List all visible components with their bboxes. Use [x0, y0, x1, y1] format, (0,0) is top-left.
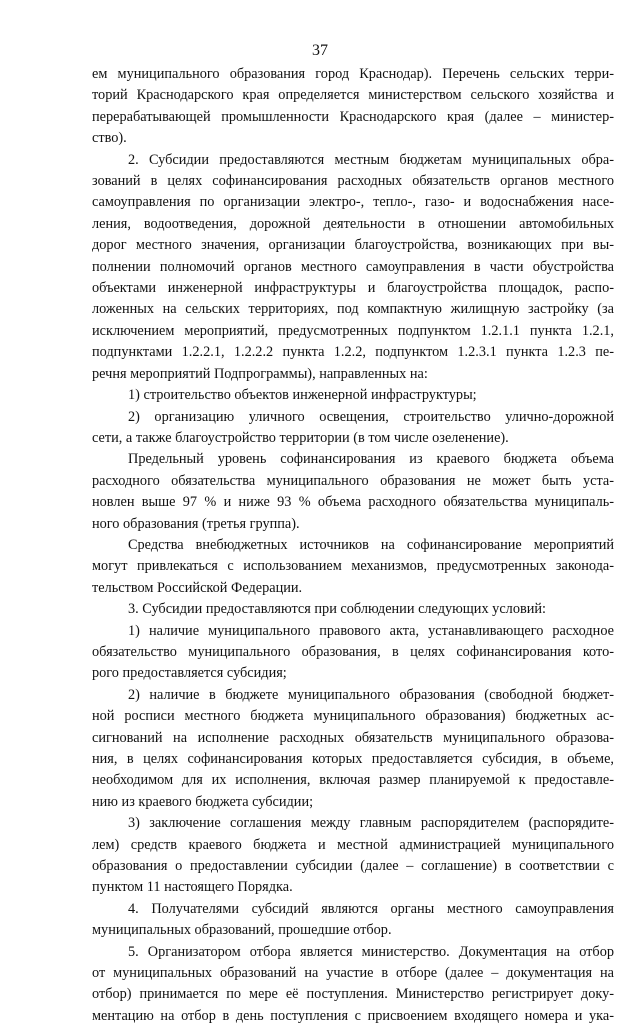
text-line: 2) наличие в бюджете муниципального образования (свободной бюджет-	[128, 686, 614, 703]
text-line: 1) наличие муниципального правового акта, устанавливающего расходное	[128, 622, 614, 639]
text-line: новлен выше 97 % и ниже 93 % объема расходного обязательства муниципаль-	[92, 494, 614, 511]
text-line: ложенных на сельских территориях, под компактную жилищную застройку (за	[92, 301, 614, 318]
text-line: ления, водоотведения, дорожной деятельности в отношении автомобильных	[92, 215, 614, 232]
text-line: необходимом для их исполнения, включая размер планируемой к предоставле-	[92, 772, 614, 789]
text-line: 1) строительство объектов инженерной инфраструктуры;	[128, 387, 477, 404]
text-line: могут привлекаться с использованием механизмов, предусмотренных законода-	[92, 558, 614, 575]
text-line: нию из краевого бюджета субсидии;	[92, 793, 314, 810]
text-line: Предельный уровень софинансирования из краевого бюджета объема	[128, 451, 614, 468]
text-line: ем муниципального образования город Краснодар). Перечень сельских терри-	[92, 66, 614, 82]
text-line: ной росписи местного бюджета муниципального образования) бюджетных ас-	[92, 708, 614, 725]
text-line: Средства внебюджетных источников на софинансирование мероприятий	[128, 536, 614, 553]
text-line: 3. Субсидии предоставляются при соблюдении следующих условий:	[128, 601, 546, 618]
text-line: обязательство муниципального образования, в целях софинансирования кото-	[92, 643, 614, 660]
text-line: ство).	[92, 130, 127, 147]
text-line: пунктом 11 настоящего Порядка.	[92, 879, 293, 896]
text-line: полнении полномочий органов местного самоуправления в части обустройства	[92, 258, 614, 275]
text-line: расходного обязательства муниципального образования не может быть уста-	[92, 472, 614, 489]
text-line: объектами инженерной инфраструктуры и благоустройства площадок, распо-	[92, 280, 614, 297]
text-line: ментацию на отбор в день поступления с присвоением входящего номера и ука-	[92, 1007, 614, 1024]
document-body	[92, 64, 614, 1027]
text-line: исключением мероприятий, предусмотренных подпунктом 1.2.1.1 пункта 1.2.1,	[92, 322, 614, 339]
text-line: 2) организацию уличного освещения, строительство улично-дорожной	[128, 408, 614, 425]
text-line: перерабатывающей промышленности Краснодарского края (далее – министер-	[92, 108, 614, 125]
text-line: сети, а также благоустройство территории (в том числе озеленение).	[92, 429, 509, 446]
text-line: зований в целях софинансирования расходных обязательств органов местного	[92, 173, 614, 190]
text-line: образования о предоставлении субсидии (далее – соглашение) в соответствии с	[92, 858, 614, 875]
text-line: муниципальных образований, прошедшие отбор.	[92, 922, 392, 939]
text-line: речня мероприятий Подпрограммы), направленных на:	[92, 365, 428, 382]
page-number: 37	[312, 42, 328, 59]
text-line: подпунктами 1.2.2.1, 1.2.2.2 пункта 1.2.2, подпунктом 1.2.3.1 пункта 1.2.3 пе-	[92, 344, 614, 361]
text-line: торий Краснодарского края определяется министерством сельского хозяйства и	[92, 87, 614, 104]
text-line: 5. Организатором отбора является министерство. Документация на отбор	[128, 943, 614, 960]
text-line: ния, в целях софинансирования которых предоставляется субсидия, в объеме,	[92, 751, 614, 767]
text-line: 2. Субсидии предоставляются местным бюджетам муниципальных обра-	[128, 151, 614, 168]
text-line: рого предоставляется субсидия;	[92, 665, 287, 682]
text-line: самоуправления по организации электро-, тепло-, газо- и водоснабжения насе-	[92, 194, 614, 211]
text-line: ного образования (третья группа).	[92, 515, 300, 532]
text-line: от муниципальных образований на участие в отборе (далее – документация на	[92, 965, 614, 982]
text-line: тельством Российской Федерации.	[92, 579, 303, 596]
text-line: лем) средств краевого бюджета и местной администрацией муниципального	[92, 836, 614, 853]
text-line: 4. Получателями субсидий являются органы местного самоуправления	[128, 900, 614, 917]
text-line: отбор) принимается по мере её поступления. Министерство регистрирует доку-	[92, 986, 614, 1003]
text-line: дорог местного значения, организации благоустройства, возникающих при вы-	[92, 237, 614, 254]
text-line: 3) заключение соглашения между главным распорядителем (распорядите-	[128, 815, 614, 832]
text-line: сигнований на исполнение расходных обязательств муниципального образова-	[92, 729, 614, 746]
